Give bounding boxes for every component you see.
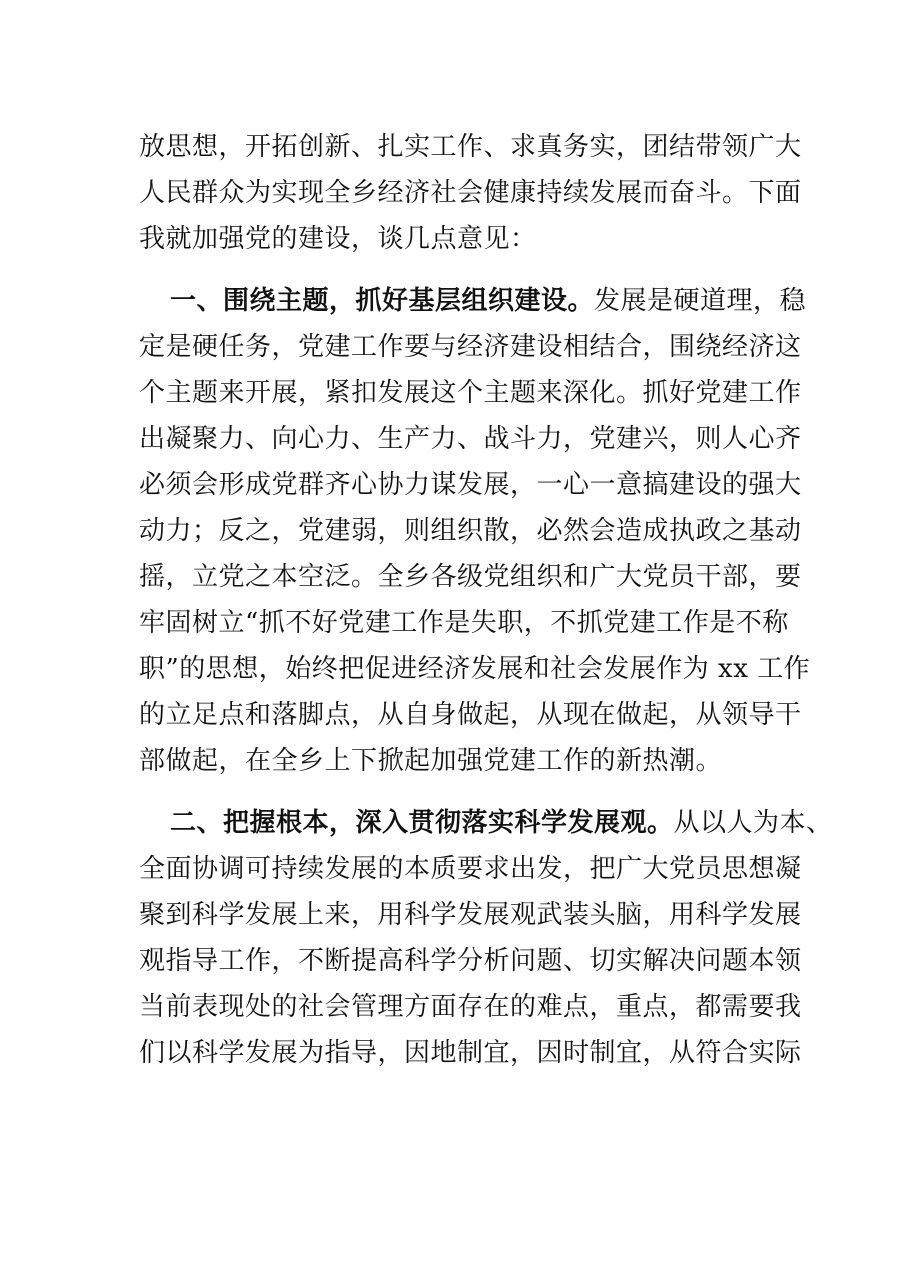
paragraph-3-line-1-text: 从以人为本、 — [673, 808, 833, 838]
paragraph-1-line-1: 放思想，开拓创新、扎实工作、求真务实，团结带领广大 — [139, 132, 802, 162]
paragraph-2-line-5: 必须会形成党群齐心协力谋发展，一心一意搞建设的强大 — [139, 470, 802, 500]
paragraph-3-line-3: 聚到科学发展上来，用科学发展观武装头脑，用科学发展 — [139, 900, 802, 930]
paragraph-2-line-1 — [170, 281, 806, 321]
paragraph-2-line-8: 牢固树立“抓不好党建工作是失职，不抓党建工作是不称 — [139, 608, 789, 638]
paragraph-2-line-7: 摇，立党之本空泛。全乡各级党组织和广大党员干部，要 — [139, 562, 802, 592]
paragraph-2-line-11: 部做起，在全乡上下掀起加强党建工作的新热潮。 — [139, 746, 723, 776]
paragraph-3-line-5: 当前表现处的社会管理方面存在的难点，重点，都需要我 — [139, 992, 802, 1022]
paragraph-3-line-6: 们以科学发展为指导，因地制宜，因时制宜，从符合实际 — [139, 1038, 802, 1068]
paragraph-2-line-10: 的立足点和落脚点，从自身做起，从现在做起，从领导干 — [139, 700, 802, 730]
paragraph-3-line-1 — [170, 803, 833, 843]
paragraph-2-line-6: 动力；反之，党建弱，则组织散，必然会造成执政之基动 — [139, 516, 802, 546]
paragraph-2-line-1-text: 发展是硬道理，稳 — [594, 286, 807, 316]
paragraph-1-line-3: 我就加强党的建设，谈几点意见： — [139, 224, 537, 254]
paragraph-1-line-2: 人民群众为实现全乡经济社会健康持续发展而奋斗。下面 — [139, 178, 802, 208]
section-heading-2: 二、把握根本，深入贯彻落实科学发展观。 — [170, 808, 674, 838]
paragraph-3-line-2: 全面协调可持续发展的本质要求出发，把广大党员思想凝 — [139, 854, 802, 884]
paragraph-2-line-4: 出凝聚力、向心力、生产力、战斗力，党建兴，则人心齐 — [139, 424, 802, 454]
section-heading-1: 一、围绕主题，抓好基层组织建设。 — [170, 286, 595, 316]
paragraph-2-line-9: 职”的思想，始终把促进经济发展和社会发展作为 xx 工作 — [139, 654, 811, 684]
paragraph-2-line-3: 个主题来开展，紧扣发展这个主题来深化。抓好党建工作 — [139, 378, 802, 408]
paragraph-3-line-4: 观指导工作，不断提高科学分析问题、切实解决问题本领 — [139, 946, 802, 976]
paragraph-2-line-2: 定是硬任务，党建工作要与经济建设相结合，围绕经济这 — [139, 332, 802, 362]
